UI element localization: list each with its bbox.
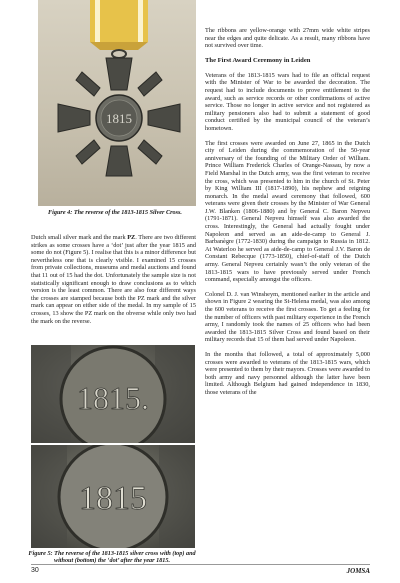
ceremony-paragraph: The first crosses were awarded on June 27, 1865 in the Dutch city of Leiden during the commemoration of the 50-year anniversary of the founding of the Military Order of William. Prince William Frederick Charles of Orange-Nassau, by now a Field Marshal in the Dutch army, was the first veteran to receive the cross, which was presented to him in the church of St. Peter by King William III (1817-1890), his nephew and reigning monarch. In the medal award ceremony that followed, 600 veterans were given their crosses by the Minister of War General J.W. Blanken (1806-1880) and by General C. Baron Nepveu (1791-1871). General Nepveu himself was also awarded the cross. Interestingly, the General had actually fought under Napoleon and served as an aide-de-camp to General J. Barbanègre (1772-1830) during the campaign to Russia in 1812. At Waterloo he served as aide-de-camp to General J.V. Baron de Constant Rebecque (1773-1850), chief-of-staff of the Dutch army. General Nepveu certainly wasn’t the only veteran of the 1813-1815 wars to have previously served under French command, especially amongst the officers. <box>205 139 370 284</box>
medal-illustration <box>38 0 196 206</box>
figure4-caption: Figure 4: The reverse of the 1813-1815 Silver Cross. <box>48 209 182 216</box>
figure5-caption: Figure 5: The reverse of the 1813-1815 silver cross with (top) and without (bottom) the ‘dot’ after the year 1815. <box>28 550 196 565</box>
awards-paragraph: In the months that followed, a total of approximately 5,000 crosses were awarded to veterans of the 1813-1815 wars, which were presented to them by their mayors. Crosses were awarded to both army and navy personnel although the latter have been limited. Although Belgium had gained independence in 1830, those veterans of the <box>205 350 370 396</box>
section-heading: The First Award Ceremony in Leiden <box>205 56 311 64</box>
left-paragraph <box>31 234 196 325</box>
footer-rule <box>31 564 370 565</box>
left-column <box>31 234 196 325</box>
suspension-ring <box>112 50 126 58</box>
ribbon-paragraph: The ribbons are yellow-orange with 27mm wide white stripes near the edges and quite delicate. As a result, many ribbons have not survived over time. <box>205 27 370 50</box>
medal-year: 1815 <box>106 111 132 126</box>
medal-photo <box>38 0 196 206</box>
pz-mark: PZ <box>127 234 136 241</box>
left-paragraph-lead: Dutch small silver mark and the mark <box>31 234 128 241</box>
ribbon-fold <box>90 42 148 50</box>
request-paragraph: Veterans of the 1813-1815 wars had to file an official request with the Minister of War to be awarded the decoration. The request had to include documents to prove entitlement to the award, such as service records or other confirmations of active service. Those no longer in active service and not registered as military pensioners also had to submit a statement of good conduct certified by the municipal council of the veteran’s hometown. <box>205 71 370 132</box>
winsheym-paragraph: Colonel D. J. van Winsheym, mentioned earlier in the article and shown in Figure 2 wearing the St-Helena medal, was also among the 600 veterans to receive the first crosses. To get a feeling for the number of officers with past military experience in the French army, I randomly took the names of 25 officers who had been awarded the 1813-1815 Silver Cross and found based on their military records that 15 of them had served under Napoleon. <box>205 290 370 344</box>
closeup-with-dot <box>31 345 195 443</box>
ribbon-stripe-right <box>138 0 143 42</box>
figure5-photo-without-dot <box>31 445 195 548</box>
figure5-photo-with-dot <box>31 345 195 443</box>
ribbon-stripe-left <box>95 0 100 42</box>
right-column <box>205 27 370 397</box>
page-number: 30 <box>31 567 39 574</box>
closeup-without-dot <box>31 445 195 548</box>
journal-name: JOMSA <box>346 567 370 575</box>
year-with-dot: 1815. <box>77 380 149 416</box>
year-without-dot: 1815 <box>79 480 147 517</box>
left-paragraph-rest: . There are two different strikes as some crosses have a ‘dot’ just after the year 1815 and some do not (Figure 5). I realise that this is a minor difference but nevertheless one that is clearly visible. I examined 15 crosses from private collections, museums and medal auctions and found that 11 out of 15 had the dot. Unfortunately the sample size is not statistically significant enough to draw conclusions as to which version is the least common. There are also four different ways the crosses are stamped because both the PZ mark and the silver mark can appear on either side of the medal. In my sample of 15 crosses, 13 show the PZ mark on the obverse while only two had the mark on the reverse. <box>31 234 197 325</box>
